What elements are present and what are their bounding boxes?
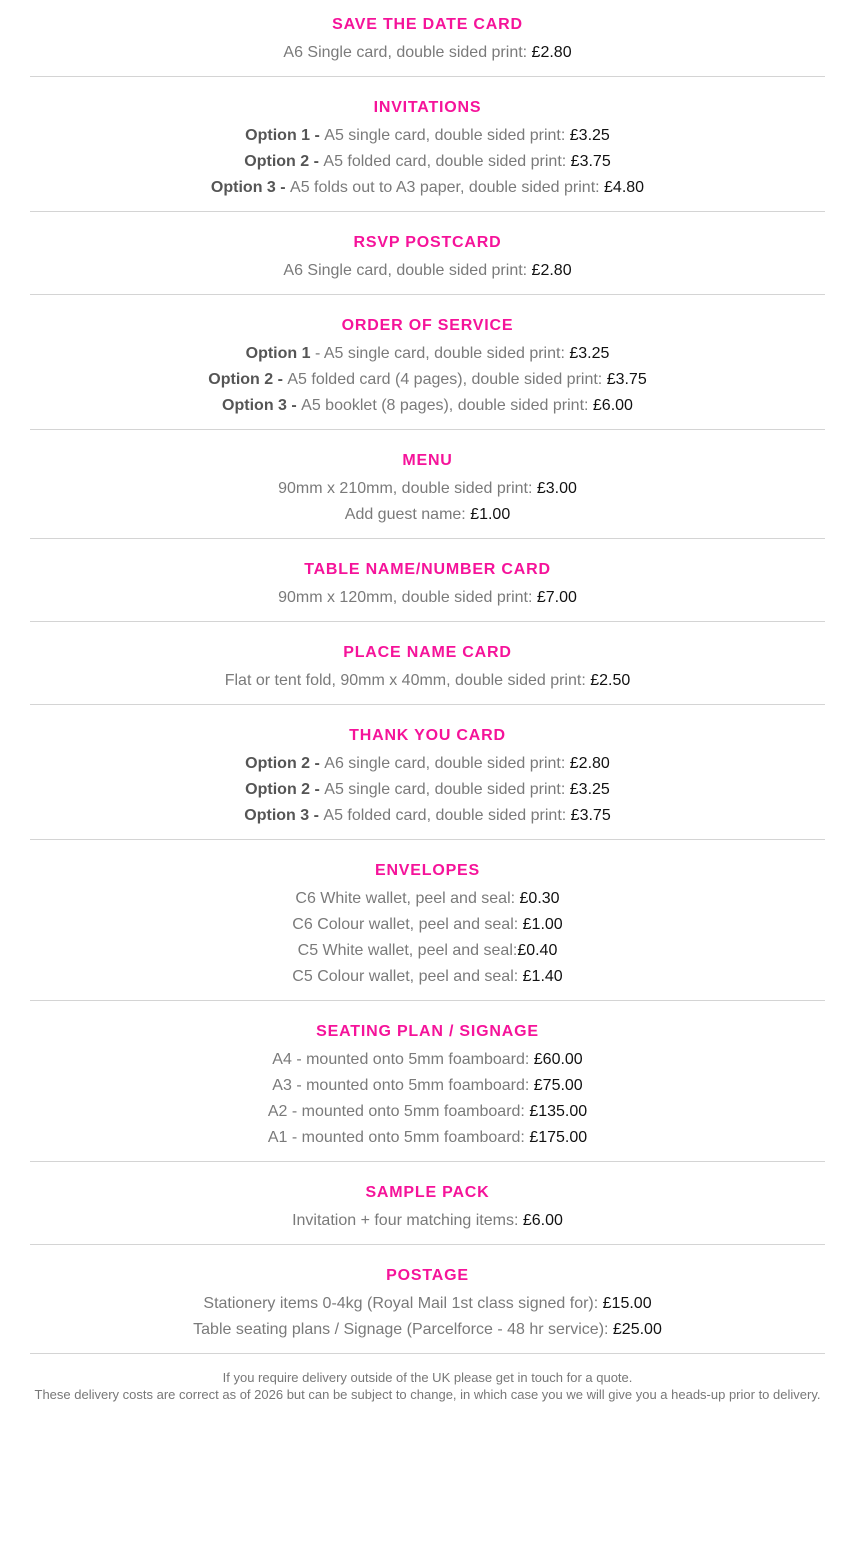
price-line [30,585,825,611]
price-section [30,705,825,840]
item-price: £6.00 [522,1212,563,1229]
price-section [30,1162,825,1245]
price-line [30,886,825,912]
price-line [30,803,825,829]
price-line [30,502,825,528]
item-price: £2.50 [590,672,631,689]
price-line [30,777,825,803]
price-line [30,175,825,201]
item-price: £175.00 [529,1129,588,1146]
price-section [30,1001,825,1162]
item-description: A5 booklet (8 pages), double sided print: [301,397,593,414]
item-price: £0.30 [519,890,560,907]
price-line [30,1208,825,1234]
price-list [30,0,825,1354]
price-line [30,668,825,694]
item-description: A5 folded card, double sided print: [323,807,571,824]
price-line [30,751,825,777]
item-price: £6.00 [592,397,633,414]
item-description: A2 - mounted onto 5mm foamboard: [267,1103,530,1120]
item-price: £75.00 [533,1077,583,1094]
item-price: £1.00 [522,916,563,933]
section-title: SAMPLE PACK [365,1184,490,1201]
item-price: £3.00 [536,480,577,497]
price-section [30,1245,825,1354]
item-description: C5 White wallet, peel and seal: [297,942,518,959]
item-description: A6 single card, double sided print: [324,755,570,772]
price-line [30,367,825,393]
item-description: A6 Single card, double sided print: [283,262,532,279]
price-line [30,40,825,66]
item-price: £7.00 [536,589,577,606]
item-description: 90mm x 210mm, double sided print: [278,480,537,497]
price-line [30,476,825,502]
option-label: Option 2 - [244,153,324,170]
section-title: ORDER OF SERVICE [341,317,514,334]
item-price: £60.00 [533,1051,583,1068]
item-description: A4 - mounted onto 5mm foamboard: [272,1051,534,1068]
section-title: POSTAGE [386,1267,469,1284]
price-line [30,938,825,964]
section-title: PLACE NAME CARD [343,644,512,661]
price-line [30,1073,825,1099]
item-price: £2.80 [531,44,572,61]
item-price: £0.40 [517,942,558,959]
item-description: C6 White wallet, peel and seal: [295,890,520,907]
price-line [30,258,825,284]
delivery-note [30,1354,825,1403]
price-section [30,622,825,705]
option-label: Option 1 [245,345,315,362]
item-description: A5 single card, double sided print: [324,127,570,144]
price-section [30,840,825,1001]
item-price: £25.00 [612,1321,662,1338]
footer-line-1: If you require delivery outside of the UK please get in touch for a quote. [222,1370,633,1385]
item-price: £3.75 [570,153,611,170]
price-line [30,1125,825,1151]
price-line [30,1317,825,1343]
item-description: A3 - mounted onto 5mm foamboard: [272,1077,534,1094]
section-title: SAVE THE DATE CARD [332,16,523,33]
option-label: Option 3 - [210,179,291,196]
price-line [30,1291,825,1317]
option-label: Option 2 - [245,781,325,798]
item-price: £3.25 [569,127,610,144]
item-price: £15.00 [602,1295,652,1312]
price-line [30,1047,825,1073]
section-title: RSVP POSTCARD [353,234,502,251]
item-price: £3.75 [606,371,647,388]
section-title: SEATING PLAN / SIGNAGE [316,1023,539,1040]
item-description: A5 folded card, double sided print: [323,153,571,170]
price-line [30,1099,825,1125]
option-label: Option 2 - [245,755,325,772]
section-title: THANK YOU CARD [349,727,506,744]
price-section [30,295,825,430]
item-description: Flat or tent fold, 90mm x 40mm, double sided print: [224,672,591,689]
price-section [30,539,825,622]
item-price: £2.80 [569,755,610,772]
item-description: Add guest name: [344,506,471,523]
price-section [30,77,825,212]
price-line [30,393,825,419]
section-title: INVITATIONS [373,99,482,116]
price-line [30,123,825,149]
section-title: ENVELOPES [374,862,480,879]
item-price: £3.25 [569,781,610,798]
section-title: MENU [402,452,453,469]
item-description: A1 - mounted onto 5mm foamboard: [267,1129,530,1146]
item-description: A6 Single card, double sided print: [283,44,532,61]
item-description: 90mm x 120mm, double sided print: [278,589,537,606]
item-price: £135.00 [529,1103,588,1120]
option-label: Option 2 - [208,371,288,388]
item-description: A5 folds out to A3 paper, double sided print: [290,179,605,196]
item-description: - A5 single card, double sided print: [314,345,570,362]
item-description: Stationery items 0-4kg (Royal Mail 1st class signed for): [203,1295,603,1312]
option-label: Option 3 - [244,807,324,824]
item-price: £3.25 [569,345,610,362]
option-label: Option 1 - [245,127,325,144]
price-line [30,912,825,938]
item-description: Table seating plans / Signage (Parcelforce - 48 hr service): [193,1321,613,1338]
price-line [30,149,825,175]
price-line [30,964,825,990]
item-price: £3.75 [570,807,611,824]
price-section [30,430,825,539]
item-description: A5 folded card (4 pages), double sided print: [287,371,607,388]
item-description: Invitation + four matching items: [292,1212,523,1229]
item-price: £1.40 [522,968,563,985]
item-price: £1.00 [470,506,511,523]
item-description: C6 Colour wallet, peel and seal: [292,916,523,933]
item-price: £2.80 [531,262,572,279]
item-description: A5 single card, double sided print: [324,781,570,798]
item-price: £4.80 [604,179,645,196]
price-section [30,0,825,77]
price-section [30,212,825,295]
footer-line-2: These delivery costs are correct as of 2026 but can be subject to change, in which case you we will give you a heads-up prior to delivery. [34,1387,821,1402]
section-title: TABLE NAME/NUMBER CARD [304,561,551,578]
item-description: C5 Colour wallet, peel and seal: [292,968,523,985]
price-line [30,341,825,367]
option-label: Option 3 - [222,397,302,414]
